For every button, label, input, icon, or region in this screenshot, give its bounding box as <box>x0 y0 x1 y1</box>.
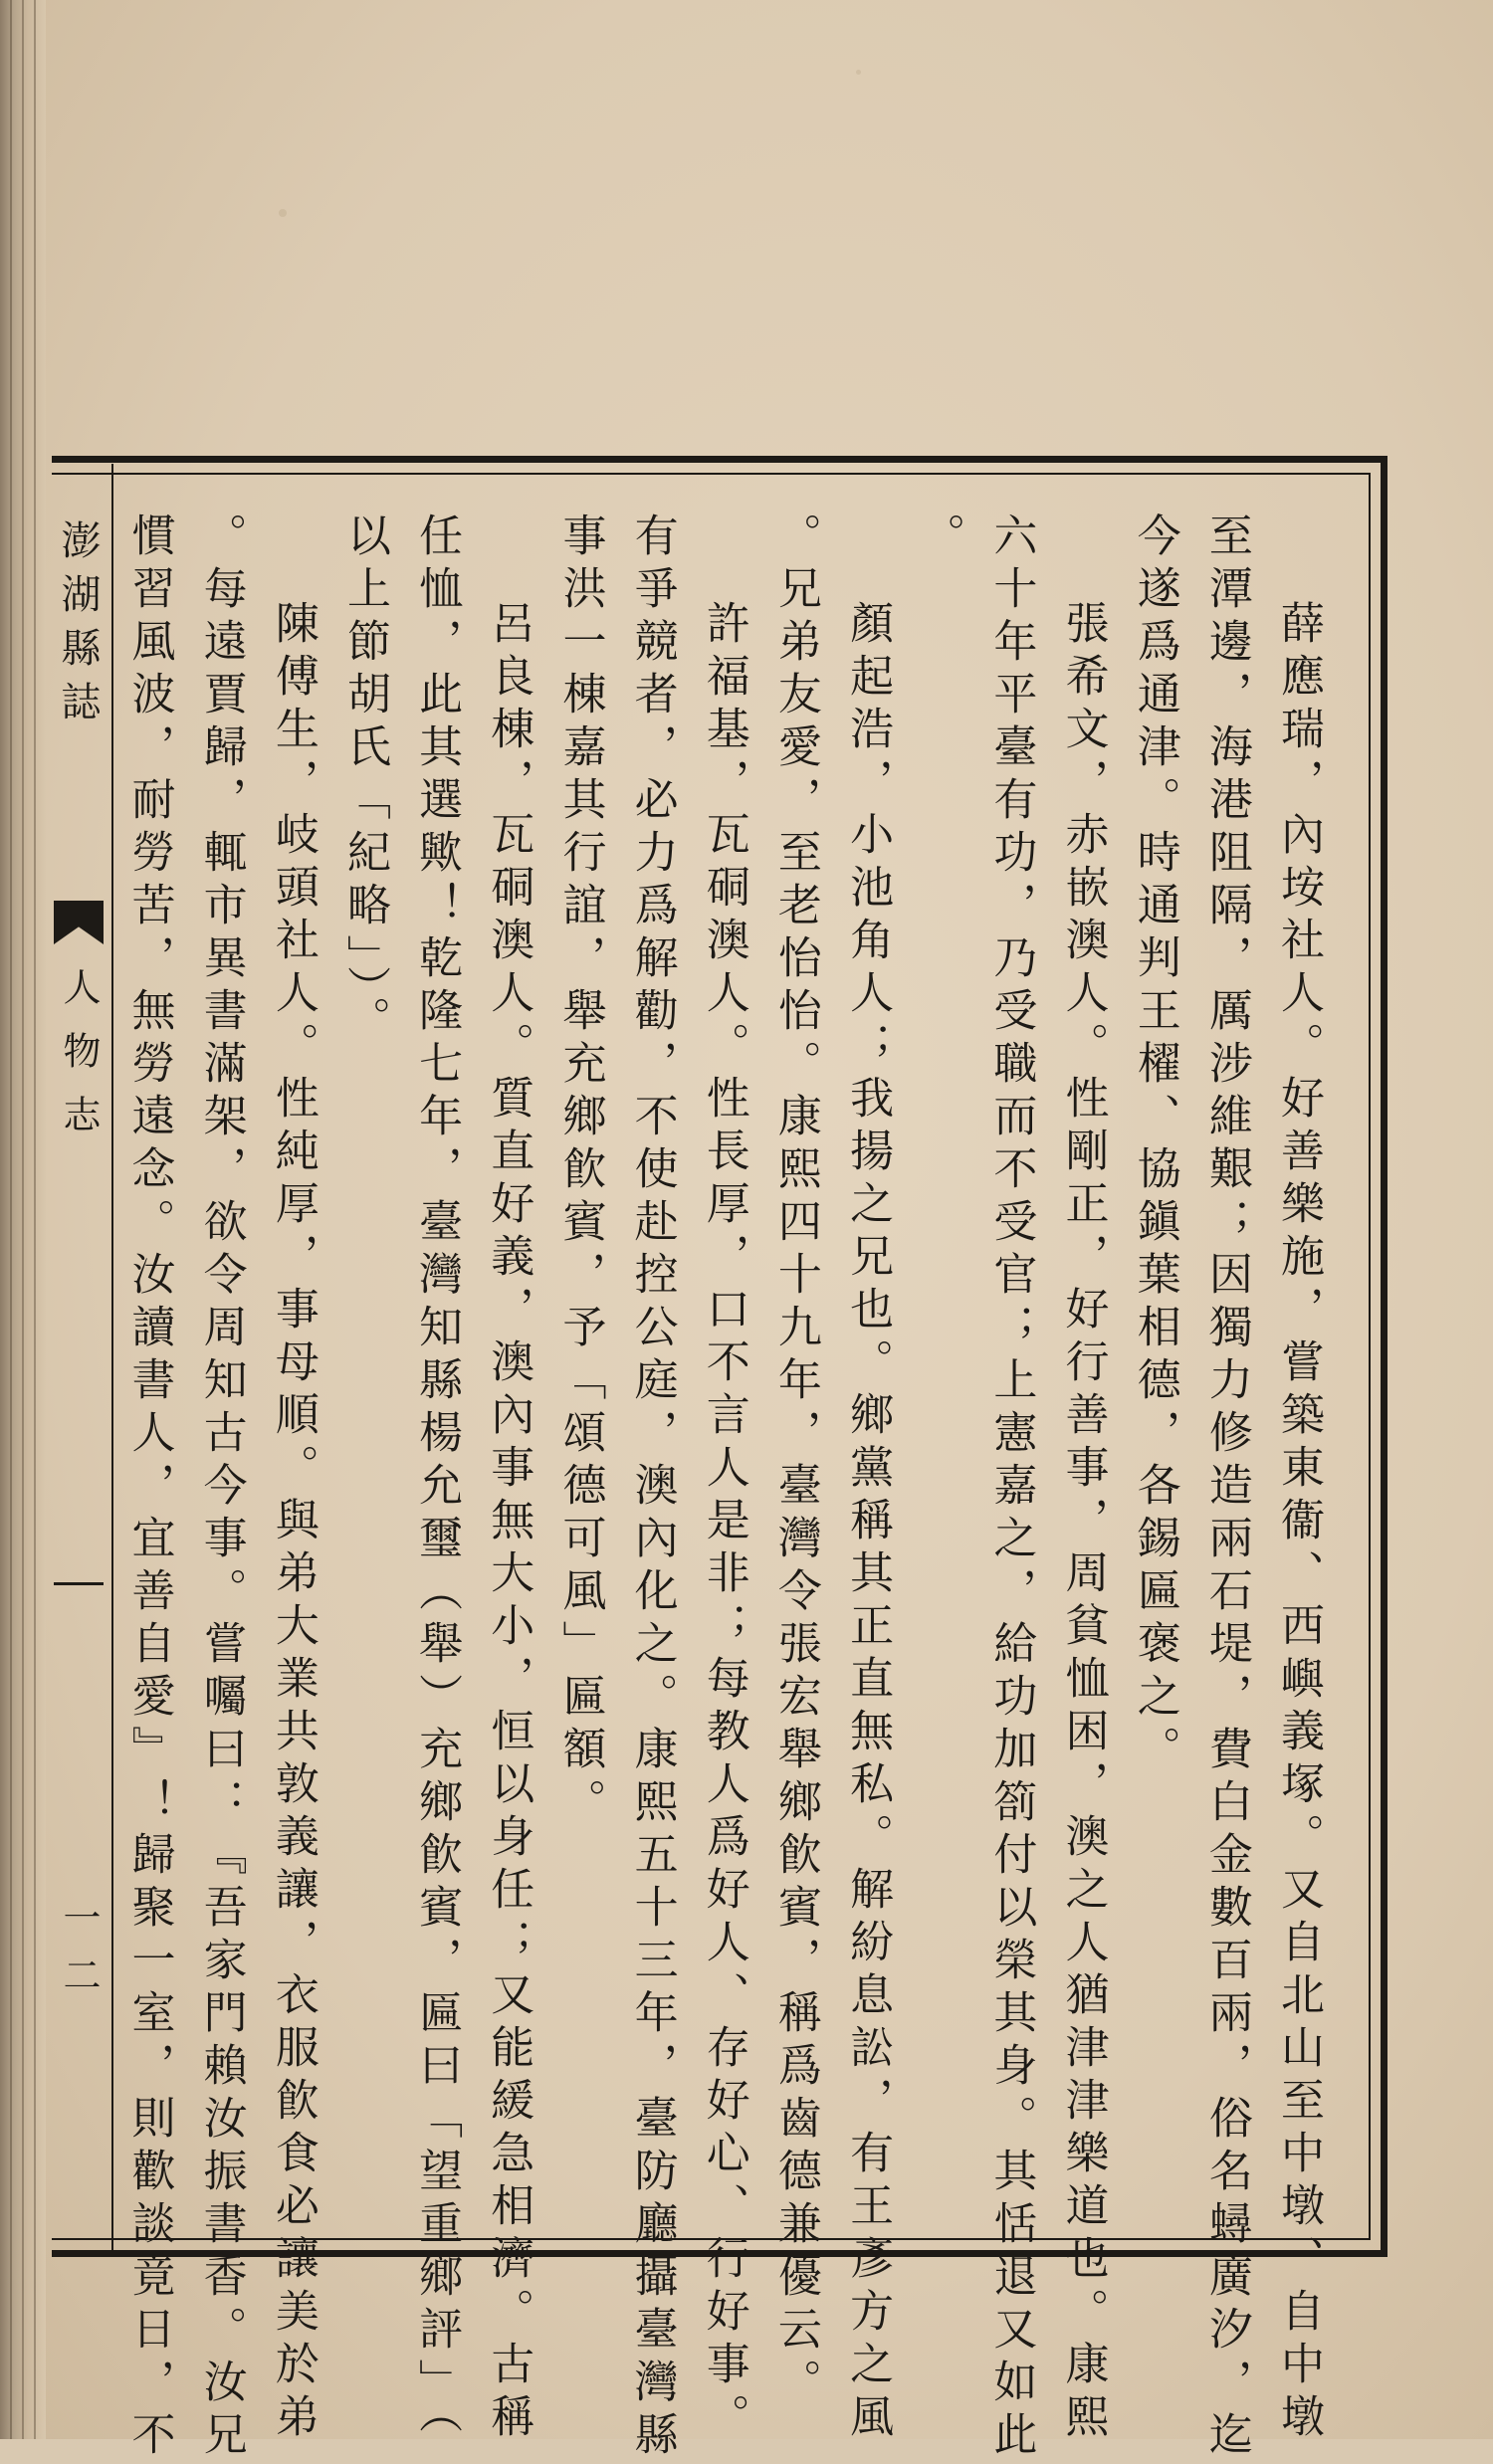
text-column: 任恤，此其選歟！乾隆七年，臺灣知縣楊允璽（舉）充鄉飮賓，匾曰「望重鄉評」（ <box>411 513 463 2442</box>
text-column: 。兄弟友愛，至老怡怡。康熙四十九年，臺灣令張宏舉鄉飮賓，稱爲齒德兼優云。 <box>769 513 821 2411</box>
text-column: 許福基，瓦硐澳人。性長厚，口不言人是非；每教人爲好人、存好心、行好事。 <box>698 600 749 2446</box>
text-column: 呂良棟，瓦硐澳人。質直好義，澳內事無大小，恒以身任；又能緩急相濟。古稱 <box>483 600 534 2446</box>
text-column: 六十年平臺有功，乃受職而不受官；上憲嘉之，給功加箚付以榮其身。其恬退又如此 <box>985 513 1037 2464</box>
text-column: 顏起浩，小池角人；我揚之兄也。鄉黨稱其正直無私。解紛息訟，有王彥方之風 <box>842 600 894 2446</box>
margin-column <box>46 460 106 2251</box>
book-title: 澎湖縣誌 <box>55 519 101 734</box>
text-column: 慣習風波，耐勞苦，無勞遠念。汝讀書人，宜善自愛』！歸聚一室，則歡談竟日，不 <box>123 513 175 2464</box>
text-column: 陳傅生，岐頭社人。性純厚，事母順。與弟大業共敦義讓，衣服飮食必讓美於弟 <box>267 600 319 2446</box>
text-column: 今遂爲通津。時通判王櫂、協鎭葉相德，各錫匾褒之。 <box>1129 513 1180 1778</box>
body-text <box>123 513 1334 2464</box>
text-column: 至潭邊，海港阻隔，厲涉維艱；因獨力修造兩石堤，費白金數百兩，俗名蟳廣汐，迄 <box>1200 513 1252 2464</box>
text-column: 。 <box>914 513 965 565</box>
text-column: 以上節胡氏「紀略」）。 <box>338 513 390 1049</box>
page-number: 一二 <box>57 1898 101 2013</box>
section-title: 人物志 <box>57 967 101 1158</box>
paper-speck <box>279 209 287 217</box>
text-column: 有爭競者，必力爲解勸，不使赴控公庭，澳內化之。康熙五十三年，臺防廳攝臺灣縣 <box>626 513 678 2464</box>
text-column: 。每遠賈歸，輒市異書滿架，欲令周知古今事。嘗囑曰：『吾家門賴汝振書香。汝兄 <box>195 513 247 2464</box>
text-column: 薛應瑞，內垵社人。好善樂施，嘗築東衞、西嶼義塚。又自北山至中墩、自中墩 <box>1273 600 1324 2446</box>
text-column: 張希文，赤嵌澳人。性剛正，好行善事，周貧恤困，澳之人猶津津樂道也。康熙 <box>1057 600 1109 2446</box>
paper-speck <box>856 70 861 75</box>
margin-rule <box>54 1582 104 1585</box>
book-spine <box>0 0 46 2439</box>
text-column: 事洪一棟嘉其行誼，舉充鄉飮賓，予「頌德可風」匾額。 <box>554 513 606 1831</box>
